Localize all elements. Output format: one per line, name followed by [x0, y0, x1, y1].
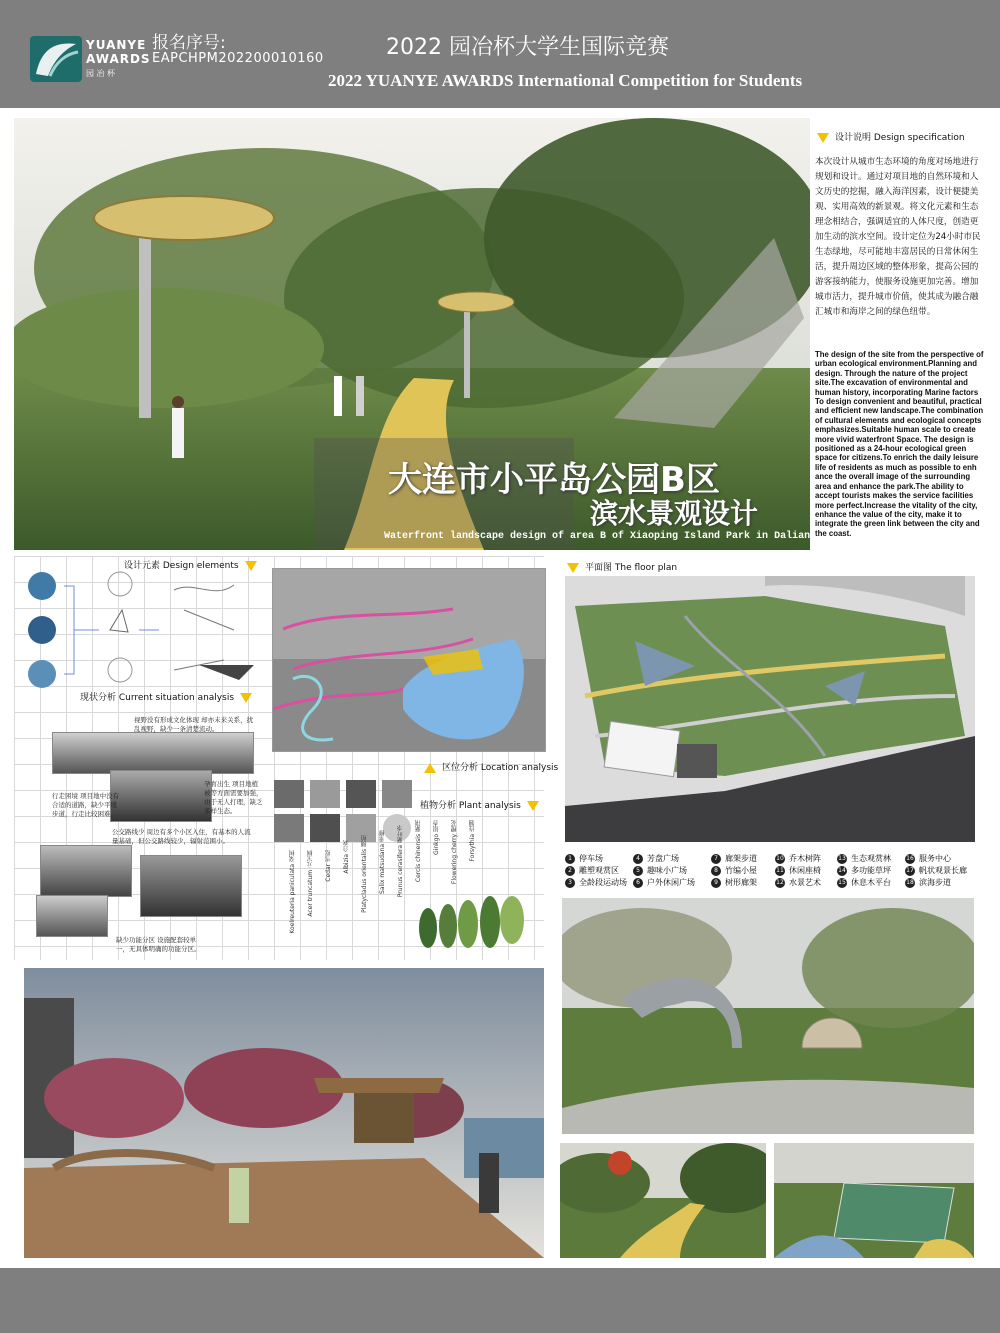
plant-species: Acer truncatum 元宝枫	[307, 850, 314, 917]
legend-label: 乔木树阵	[789, 854, 821, 863]
triangle-marker-icon	[245, 561, 257, 571]
situation-heading-text: 现状分析 Current situation analysis	[80, 693, 235, 703]
legend-label: 休息木平台	[851, 878, 891, 887]
legend-item	[565, 877, 627, 888]
situation-photo-1	[52, 732, 254, 774]
reg-number: EAPCHPM202200010160	[152, 51, 324, 66]
legend-item	[711, 877, 757, 888]
floor-plan-heading	[567, 560, 677, 573]
legend-number: 4	[633, 854, 643, 864]
rendering-boardwalk	[24, 968, 544, 1258]
legend-item	[711, 853, 757, 864]
situation-note-5: 缺少功能分区 设施配套较单一，无具体明确的功能分区。	[116, 936, 201, 953]
legend-item	[633, 865, 687, 876]
location-map	[272, 568, 546, 752]
plant-heading	[420, 798, 545, 811]
plant-species: Koelreuteria paniculata 栾树	[289, 850, 296, 934]
legend-number: 3	[565, 878, 575, 888]
triangle-marker-icon	[817, 133, 829, 143]
legend-number: 10	[776, 854, 784, 862]
footer-band	[0, 1268, 1000, 1333]
plant-species-list	[288, 820, 528, 955]
legend-label: 休闲座椅	[789, 866, 821, 875]
spec-text-cn: 本次设计从城市生态环境的角度对场地进行规划和设计。通过对项目地的自然环境和人文历史的挖掘，融入海洋因素，设计便捷美观、实用高效的新景观。将文化元素和生态理念相结合，强调适宜的人体尺度，创造更加生动的滨水空间。设计定位为24小时市民生态绿地，尽可能地丰富居民的日常休闲生活，提升周边区域的整体形象，提高公园的游客接纳能力，使服务设施更加完善。增加城市活力，提升城市价值，使其成为融合融汇城市和海岸之间的绿色纽带。	[815, 157, 981, 317]
design-elements-heading-text: 设计元素 Design elements	[124, 561, 239, 571]
situation-heading	[80, 690, 258, 703]
location-heading	[424, 760, 558, 773]
hero-title-line2: 滨水景观设计	[590, 497, 759, 530]
spec-heading	[817, 130, 965, 143]
situation-note-2: 行走困境 项目地中没有合适的道路，缺少平缓步道，行走比较困难。	[52, 792, 120, 818]
legend-item	[775, 877, 821, 888]
legend-item	[775, 853, 821, 864]
logo-text-awards: AWARDS	[86, 52, 151, 66]
legend-label: 水景艺术	[789, 878, 821, 887]
page-title-en: 2022 YUANYE AWARDS International Competition for Students	[328, 71, 803, 90]
legend-label: 滨海步道	[919, 878, 951, 887]
logo-text-cn: 园 冶 杯	[86, 69, 116, 78]
legend-label: 户外休闲广场	[647, 878, 695, 887]
legend-label: 竹编小屋	[725, 866, 757, 875]
legend-label: 趣味小广场	[647, 866, 687, 875]
legend-label: 生态观赏林	[851, 854, 891, 863]
floor-plan-heading-text: 平面图 The floor plan	[585, 563, 678, 573]
hero-title-line1: 大连市小平岛公园B区	[388, 460, 720, 500]
legend-label: 雕塑观赏区	[579, 866, 619, 875]
plant-species: Prunus cerasifera 紫叶李	[397, 825, 404, 898]
plant-species: Albizia 合欢	[343, 840, 350, 874]
legend-number: 12	[776, 878, 784, 886]
situation-note-1: 视野没有形成文化体现 却亦未来关系，扰乱视野，缺少一条清楚流动。	[134, 716, 254, 733]
legend-label: 芳盘广场	[647, 854, 679, 863]
spec-text-en: The design of the site from the perspective of urban ecological environment.Planning and design. Through the nature of the project site.The excavation of environmental and human history, incorporating Marine factors To design convenient and beautiful, practical and efficient new landscape.The combination of cultural elements and ecological concepts emphasizes.Suitable human scale to create more vivid waterfront Space. The design is positioned as a 24-hour ecological green space for citizens.To enrich the daily leisure life of residents as much as possible to enh ance the overall image of the surrounding area and enhance the park.The ability to accept tourists makes the service facilities more perfect.Increase the vitality of the city, enhance the value of the city, make it to integrate the green link between the city and the coast.	[815, 350, 984, 538]
legend-label: 停车场	[579, 854, 603, 863]
floor-plan-map	[565, 576, 975, 842]
rendering-sculpture-dome	[562, 898, 974, 1134]
legend-number: 1	[565, 854, 575, 864]
logo-text-yuanye: YUANYE	[86, 38, 147, 52]
legend-number: 9	[711, 878, 721, 888]
triangle-marker-icon	[424, 763, 436, 773]
legend-number: 18	[906, 878, 914, 886]
situation-photo-3	[40, 845, 132, 897]
legend-number: 8	[711, 866, 721, 876]
triangle-marker-icon	[527, 801, 539, 811]
legend-label: 服务中心	[919, 854, 951, 863]
legend-item	[633, 853, 679, 864]
plant-heading-text: 植物分析 Plant analysis	[420, 801, 521, 811]
legend-number: 16	[906, 854, 914, 862]
plant-species: Cercis chinensis 紫荆	[415, 820, 422, 883]
legend-item	[905, 877, 951, 888]
legend-number: 5	[633, 866, 643, 876]
design-elements-diagram	[24, 570, 264, 690]
plant-species: Flowering cherry 樱花	[451, 820, 458, 885]
legend-label: 帆状观景长廊	[919, 866, 967, 875]
legend-number: 6	[633, 878, 643, 888]
legend-number: 17	[906, 866, 914, 874]
legend-label: 全龄段运动场	[579, 878, 627, 887]
rendering-sports-court	[774, 1143, 974, 1258]
plant-species: Ginkgo 银杏	[433, 820, 440, 855]
legend-number: 2	[565, 866, 575, 876]
legend-item	[837, 853, 891, 864]
plant-species: Platycladus orientalis 侧柏	[361, 835, 368, 913]
situation-note-4: 公交路线少 周边有多个小区入住，有基本的人流量基础，但公交路线较少，辐射范围小。	[112, 828, 251, 845]
location-heading-text: 区位分析 Location analysis	[442, 763, 559, 773]
plant-species: Forsythia 连翘	[469, 820, 476, 862]
situation-photo-4	[140, 855, 242, 917]
page-title-cn: 2022 园冶杯大学生国际竞赛	[386, 35, 669, 60]
triangle-marker-icon	[567, 563, 579, 573]
rendering-path	[560, 1143, 766, 1258]
legend-label: 多功能草坪	[851, 866, 891, 875]
legend-item	[565, 853, 603, 864]
hero-subtitle-en: Waterfront landscape design of area B of Xiaoping Island Park in Dalian	[384, 531, 811, 542]
situation-photo-5	[36, 895, 108, 937]
reg-label: 报名序号:	[152, 33, 226, 53]
triangle-marker-icon	[240, 693, 252, 703]
legend-number: 13	[838, 854, 846, 862]
situation-photo-2	[110, 770, 212, 822]
legend-number: 14	[838, 866, 846, 874]
legend-item	[905, 865, 967, 876]
legend-item	[775, 865, 821, 876]
plant-species: Salix matsudana 垂柳	[379, 830, 386, 894]
legend-item	[565, 865, 619, 876]
legend-number: 11	[776, 866, 784, 874]
spec-heading-text: 设计说明 Design specification	[835, 133, 965, 143]
legend-item	[905, 853, 951, 864]
legend-item	[837, 865, 891, 876]
legend-label: 树形廊架	[725, 878, 757, 887]
yuanye-logo	[30, 36, 82, 82]
legend-number: 15	[838, 878, 846, 886]
legend-item	[711, 865, 757, 876]
plant-species: Cedar 雪松	[325, 850, 332, 882]
legend-item	[837, 877, 891, 888]
legend-number: 7	[711, 854, 721, 864]
situation-note-3: 孕育出生 项目地植被等方面需要加强，由于无人打理，缺乏多样生态。	[204, 780, 263, 815]
legend-item	[633, 877, 695, 888]
legend-label: 廊架步道	[725, 854, 757, 863]
